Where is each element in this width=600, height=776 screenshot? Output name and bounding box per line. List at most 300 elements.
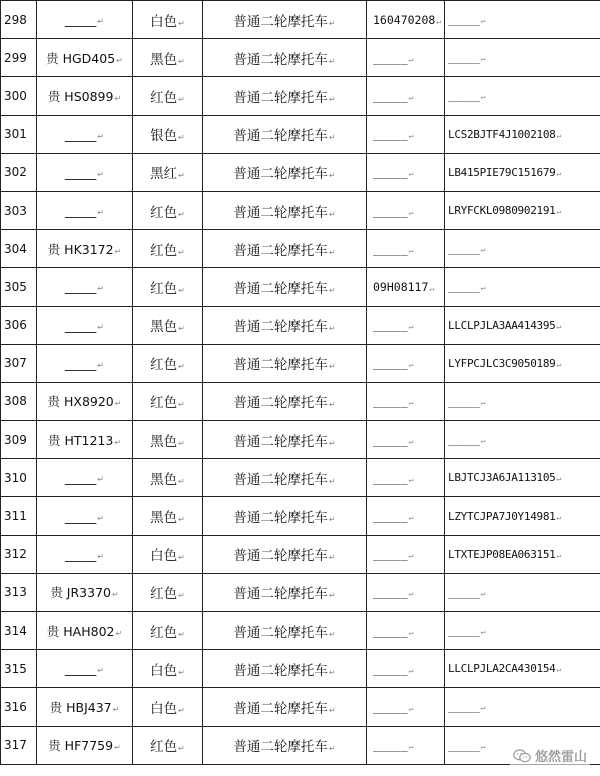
vehicle-color: 黑色 <box>150 51 178 68</box>
vehicle-color-cell <box>133 535 203 573</box>
row-number-cell <box>1 191 37 229</box>
table-row <box>1 268 600 306</box>
paragraph-mark-icon: ↵ <box>328 247 336 257</box>
vin-number-cell <box>445 650 600 688</box>
row-number: 312 <box>4 547 27 562</box>
plate-number: _____ <box>65 126 97 142</box>
engine-number: _____ <box>373 127 408 142</box>
paragraph-mark-icon: ↵ <box>178 362 185 372</box>
vehicle-type-cell <box>203 497 367 535</box>
paragraph-mark-icon: ↵ <box>556 512 562 522</box>
engine-number-cell <box>367 688 445 726</box>
vin-number-cell <box>445 268 600 306</box>
paragraph-mark-icon: ↵ <box>480 283 486 293</box>
watermark-text: 悠然雷山 <box>534 750 587 765</box>
paragraph-mark-icon: ↵ <box>178 591 185 601</box>
row-number: 298 <box>4 12 27 27</box>
plate-number-cell <box>37 688 133 726</box>
vehicle-color-cell <box>133 421 203 459</box>
paragraph-mark-icon: ↵ <box>408 245 414 255</box>
wechat-icon <box>513 749 531 763</box>
row-number: 314 <box>4 623 27 638</box>
plate-number-cell <box>37 650 133 688</box>
engine-number: _____ <box>373 699 408 714</box>
vin-number-cell <box>445 421 600 459</box>
row-number-cell <box>1 650 37 688</box>
paragraph-mark-icon: ↵ <box>114 743 121 753</box>
paragraph-mark-icon: ↵ <box>111 590 119 600</box>
vehicle-color-cell <box>133 77 203 115</box>
engine-number-cell <box>367 153 445 191</box>
vehicle-color-cell <box>133 1 203 39</box>
vin-number: _____ <box>448 700 480 714</box>
paragraph-mark-icon: ↵ <box>328 171 336 181</box>
plate-number-cell <box>37 382 133 420</box>
paragraph-mark-icon: ↵ <box>178 171 185 181</box>
vehicle-type: 普通二轮摩托车 <box>233 586 328 603</box>
paragraph-mark-icon: ↵ <box>408 169 414 179</box>
paragraph-mark-icon: ↵ <box>408 627 414 637</box>
plate-number-cell <box>37 726 133 764</box>
vehicle-type: 普通二轮摩托车 <box>233 700 328 717</box>
vin-number: _____ <box>448 394 480 408</box>
plate-number: 贵 HS0899 <box>47 88 114 104</box>
paragraph-mark-icon: ↵ <box>408 131 414 141</box>
plate-number-cell <box>37 191 133 229</box>
paragraph-mark-icon: ↵ <box>556 359 562 369</box>
paragraph-mark-icon: ↵ <box>480 741 486 751</box>
plate-number: 贵 HF7759 <box>48 738 114 754</box>
paragraph-mark-icon: ↵ <box>480 16 486 26</box>
engine-number-cell <box>367 535 445 573</box>
paragraph-mark-icon: ↵ <box>97 208 104 218</box>
vehicle-type-cell <box>203 306 367 344</box>
paragraph-mark-icon: ↵ <box>97 284 104 294</box>
plate-number-cell <box>37 39 133 77</box>
vin-number-cell <box>445 573 600 611</box>
paragraph-mark-icon: ↵ <box>114 246 122 256</box>
plate-number: _____ <box>65 279 97 295</box>
vin-number: _____ <box>448 89 480 103</box>
row-number-cell <box>1 612 37 650</box>
paragraph-mark-icon: ↵ <box>328 400 336 410</box>
vin-number: _____ <box>448 13 480 27</box>
row-number: 301 <box>4 127 27 142</box>
paragraph-mark-icon: ↵ <box>408 54 414 64</box>
paragraph-mark-icon: ↵ <box>178 133 185 143</box>
vehicle-color: 银色 <box>150 128 178 145</box>
table-row <box>1 535 600 573</box>
engine-number: _____ <box>373 585 408 600</box>
row-number-cell <box>1 726 37 764</box>
table-row <box>1 77 600 115</box>
paragraph-mark-icon: ↵ <box>556 207 562 217</box>
paragraph-mark-icon: ↵ <box>328 324 336 334</box>
vehicle-color: 黑色 <box>150 433 178 450</box>
vin-number: _____ <box>448 280 480 294</box>
vehicle-type-cell <box>203 344 367 382</box>
vehicle-color: 黑色 <box>150 471 178 488</box>
paragraph-mark-icon: ↵ <box>408 513 414 523</box>
vin-number: LTXTEJP08EA063151 <box>448 547 556 561</box>
plate-number-cell <box>37 535 133 573</box>
paragraph-mark-icon: ↵ <box>328 56 336 66</box>
engine-number: 09H08117 <box>373 279 429 294</box>
row-number: 303 <box>4 203 27 218</box>
paragraph-mark-icon: ↵ <box>429 283 435 293</box>
engine-number-cell <box>367 39 445 77</box>
vehicle-color-cell <box>133 382 203 420</box>
paragraph-mark-icon: ↵ <box>97 17 104 27</box>
paragraph-mark-icon: ↵ <box>178 324 185 334</box>
paragraph-mark-icon: ↵ <box>408 322 414 332</box>
engine-number-cell <box>367 306 445 344</box>
paragraph-mark-icon: ↵ <box>97 666 104 676</box>
paragraph-mark-icon: ↵ <box>408 398 414 408</box>
vehicle-type-cell <box>203 688 367 726</box>
vehicle-color: 黑色 <box>150 319 178 336</box>
table-row <box>1 191 600 229</box>
vin-number: LYFPCJLC3C9050189 <box>448 356 556 370</box>
paragraph-mark-icon: ↵ <box>178 438 185 448</box>
vin-number-cell <box>445 344 600 382</box>
plate-number: _____ <box>65 164 97 180</box>
vehicle-type: 普通二轮摩托车 <box>233 739 328 756</box>
paragraph-mark-icon: ↵ <box>116 55 123 65</box>
paragraph-mark-icon: ↵ <box>480 588 486 598</box>
paragraph-mark-icon: ↵ <box>556 665 562 675</box>
vehicle-color: 黑色 <box>150 510 178 527</box>
plate-number-cell <box>37 459 133 497</box>
table-row <box>1 1 600 39</box>
paragraph-mark-icon: ↵ <box>556 130 562 140</box>
vin-number-cell <box>445 1 600 39</box>
engine-number: _____ <box>373 88 408 103</box>
table-row <box>1 573 600 611</box>
engine-number-cell <box>367 612 445 650</box>
engine-number-cell <box>367 1 445 39</box>
table-row <box>1 306 600 344</box>
paragraph-mark-icon: ↵ <box>480 92 486 102</box>
row-number: 304 <box>4 241 27 256</box>
engine-number: _____ <box>373 509 408 524</box>
vin-number-cell <box>445 306 600 344</box>
paragraph-mark-icon: ↵ <box>408 589 414 599</box>
table-row <box>1 497 600 535</box>
paragraph-mark-icon: ↵ <box>178 285 185 295</box>
engine-number: _____ <box>373 50 408 65</box>
row-number-cell <box>1 153 37 191</box>
engine-number: _____ <box>373 394 408 409</box>
plate-number: _____ <box>65 317 97 333</box>
plate-number: 贵 HK3172 <box>47 241 114 257</box>
paragraph-mark-icon: ↵ <box>97 360 104 370</box>
vehicle-type: 普通二轮摩托车 <box>233 471 328 488</box>
paragraph-mark-icon: ↵ <box>178 18 185 28</box>
paragraph-mark-icon: ↵ <box>408 665 414 675</box>
vin-number-cell <box>445 612 600 650</box>
plate-number-cell <box>37 153 133 191</box>
engine-number: _____ <box>373 241 408 256</box>
paragraph-mark-icon: ↵ <box>556 168 562 178</box>
row-number: 316 <box>4 699 27 714</box>
row-number-cell <box>1 573 37 611</box>
engine-number: _____ <box>373 203 408 218</box>
table-row <box>1 688 600 726</box>
row-number: 313 <box>4 585 27 600</box>
vehicle-color-cell <box>133 230 203 268</box>
paragraph-mark-icon: ↵ <box>328 18 336 28</box>
vehicle-color: 红色 <box>150 280 178 297</box>
paragraph-mark-icon: ↵ <box>328 591 336 601</box>
vin-number: LLCLPJLA3AA414395 <box>448 318 556 332</box>
row-number-cell <box>1 497 37 535</box>
paragraph-mark-icon: ↵ <box>328 438 336 448</box>
row-number-cell <box>1 535 37 573</box>
paragraph-mark-icon: ↵ <box>408 474 414 484</box>
vehicle-type-cell <box>203 191 367 229</box>
paragraph-mark-icon: ↵ <box>178 209 185 219</box>
row-number-cell <box>1 382 37 420</box>
plate-number-cell <box>37 344 133 382</box>
row-number: 310 <box>4 470 27 485</box>
plate-number: _____ <box>65 355 97 371</box>
vin-number: LLCLPJLA2CA430154 <box>448 662 556 676</box>
vehicle-type: 普通二轮摩托车 <box>233 280 328 297</box>
vin-number: _____ <box>448 624 480 638</box>
engine-number: _____ <box>373 165 408 180</box>
plate-number-cell <box>37 268 133 306</box>
row-number: 311 <box>4 509 27 524</box>
vehicle-type-cell <box>203 115 367 153</box>
vin-number: LBJTCJ3A6JA113105 <box>448 471 556 485</box>
paragraph-mark-icon: ↵ <box>328 667 336 677</box>
paragraph-mark-icon: ↵ <box>408 742 414 752</box>
paragraph-mark-icon: ↵ <box>178 94 185 104</box>
paragraph-mark-icon: ↵ <box>97 551 104 561</box>
vehicle-type-cell <box>203 726 367 764</box>
plate-number-cell <box>37 421 133 459</box>
vehicle-type: 普通二轮摩托车 <box>233 89 328 106</box>
engine-number-cell <box>367 459 445 497</box>
plate-number: _____ <box>65 508 97 524</box>
vehicle-type: 普通二轮摩托车 <box>233 662 328 679</box>
plate-number: _____ <box>65 12 97 28</box>
vehicle-type: 普通二轮摩托车 <box>233 510 328 527</box>
vin-number-cell <box>445 535 600 573</box>
paragraph-mark-icon: ↵ <box>114 437 122 447</box>
table-row <box>1 421 600 459</box>
vehicle-color: 红色 <box>150 89 178 106</box>
table-row <box>1 612 600 650</box>
plate-number: 贵 JR3370 <box>50 585 111 601</box>
vehicle-type: 普通二轮摩托车 <box>233 319 328 336</box>
engine-number: _____ <box>373 547 408 562</box>
vehicle-color: 红色 <box>150 395 178 412</box>
paragraph-mark-icon: ↵ <box>436 16 442 26</box>
paragraph-mark-icon: ↵ <box>114 399 122 409</box>
paragraph-mark-icon: ↵ <box>97 513 104 523</box>
paragraph-mark-icon: ↵ <box>178 247 185 257</box>
row-number: 306 <box>4 318 27 333</box>
row-number-cell <box>1 421 37 459</box>
vehicle-color-cell <box>133 344 203 382</box>
plate-number-cell <box>37 1 133 39</box>
vehicle-color: 红色 <box>150 242 178 259</box>
plate-number: _____ <box>65 661 97 677</box>
vin-number: LCS2BJTF4J1002108 <box>448 127 556 141</box>
row-number: 299 <box>4 50 27 65</box>
vehicle-color: 红色 <box>150 357 178 374</box>
plate-number: _____ <box>65 203 97 219</box>
paragraph-mark-icon: ↵ <box>97 169 104 179</box>
plate-number-cell <box>37 115 133 153</box>
vin-number-cell <box>445 153 600 191</box>
engine-number-cell <box>367 573 445 611</box>
plate-number: _____ <box>65 470 97 486</box>
vehicle-color: 红色 <box>150 586 178 603</box>
paragraph-mark-icon: ↵ <box>328 705 336 715</box>
vin-number: LRYFCKL0980902191 <box>448 204 556 218</box>
vehicle-type: 普通二轮摩托车 <box>233 548 328 565</box>
vehicle-color: 白色 <box>150 700 178 717</box>
engine-number-cell <box>367 650 445 688</box>
paragraph-mark-icon: ↵ <box>328 285 336 295</box>
table-row <box>1 650 600 688</box>
vehicle-type-cell <box>203 153 367 191</box>
row-number: 300 <box>4 88 27 103</box>
row-number: 317 <box>4 738 27 753</box>
vehicle-color-cell <box>133 39 203 77</box>
vin-number-cell <box>445 115 600 153</box>
vin-number: _____ <box>448 51 480 65</box>
plate-number: 贵 HX8920 <box>47 394 114 410</box>
vin-number-cell <box>445 382 600 420</box>
paragraph-mark-icon: ↵ <box>556 550 562 560</box>
vehicle-type-cell <box>203 382 367 420</box>
row-number: 309 <box>4 432 27 447</box>
engine-number-cell <box>367 230 445 268</box>
paragraph-mark-icon: ↵ <box>112 704 120 714</box>
paragraph-mark-icon: ↵ <box>178 744 185 754</box>
vehicle-color-cell <box>133 612 203 650</box>
vehicle-type-cell <box>203 535 367 573</box>
plate-number-cell <box>37 230 133 268</box>
engine-number-cell <box>367 268 445 306</box>
engine-number: _____ <box>373 738 408 753</box>
paragraph-mark-icon: ↵ <box>408 92 414 102</box>
vehicle-type-cell <box>203 77 367 115</box>
vehicle-color-cell <box>133 306 203 344</box>
paragraph-mark-icon: ↵ <box>480 397 486 407</box>
vehicle-type: 普通二轮摩托车 <box>233 357 328 374</box>
paragraph-mark-icon: ↵ <box>328 94 336 104</box>
plate-number-cell <box>37 77 133 115</box>
vehicle-type-cell <box>203 459 367 497</box>
vehicle-type-cell <box>203 421 367 459</box>
row-number-cell <box>1 344 37 382</box>
paragraph-mark-icon: ↵ <box>178 515 185 525</box>
row-number-cell <box>1 688 37 726</box>
vin-number: _____ <box>448 738 480 752</box>
row-number: 305 <box>4 279 27 294</box>
paragraph-mark-icon: ↵ <box>480 627 486 637</box>
paragraph-mark-icon: ↵ <box>408 436 414 446</box>
engine-number: _____ <box>373 356 408 371</box>
paragraph-mark-icon: ↵ <box>97 322 104 332</box>
vehicle-type: 普通二轮摩托车 <box>233 128 328 145</box>
vehicle-color: 白色 <box>150 662 178 679</box>
table-row <box>1 39 600 77</box>
vehicle-color: 红色 <box>150 739 178 756</box>
vehicle-type-cell <box>203 1 367 39</box>
plate-number: 贵 HBJ437 <box>49 699 112 715</box>
table-row <box>1 382 600 420</box>
row-number-cell <box>1 77 37 115</box>
engine-number: 160470208 <box>373 12 436 27</box>
vin-number-cell <box>445 230 600 268</box>
row-number: 302 <box>4 165 27 180</box>
row-number-cell <box>1 459 37 497</box>
table-row <box>1 230 600 268</box>
vehicle-color-cell <box>133 459 203 497</box>
vin-number-cell <box>445 77 600 115</box>
paragraph-mark-icon: ↵ <box>556 474 562 484</box>
row-number-cell <box>1 1 37 39</box>
vin-number: _____ <box>448 433 480 447</box>
vehicle-color-cell <box>133 153 203 191</box>
vehicle-type-cell <box>203 612 367 650</box>
watermark <box>510 745 590 766</box>
vehicle-type: 普通二轮摩托车 <box>233 433 328 450</box>
paragraph-mark-icon: ↵ <box>328 744 336 754</box>
paragraph-mark-icon: ↵ <box>328 553 336 563</box>
vehicle-color-cell <box>133 573 203 611</box>
vehicle-type: 普通二轮摩托车 <box>233 51 328 68</box>
paragraph-mark-icon: ↵ <box>556 321 562 331</box>
row-number: 307 <box>4 356 27 371</box>
vehicle-type: 普通二轮摩托车 <box>233 13 328 30</box>
paragraph-mark-icon: ↵ <box>178 400 185 410</box>
engine-number-cell <box>367 344 445 382</box>
vin-number-cell <box>445 459 600 497</box>
vin-number: LB415PIE79C151679 <box>448 165 556 179</box>
plate-number-cell <box>37 612 133 650</box>
table-row <box>1 153 600 191</box>
table-row <box>1 459 600 497</box>
paragraph-mark-icon: ↵ <box>480 54 486 64</box>
plate-number: 贵 HT1213 <box>47 432 114 448</box>
engine-number: _____ <box>373 432 408 447</box>
vin-number: LZYTCJPA7J0Y14981 <box>448 509 556 523</box>
engine-number-cell <box>367 77 445 115</box>
plate-number-cell <box>37 497 133 535</box>
paragraph-mark-icon: ↵ <box>408 703 414 713</box>
row-number-cell <box>1 115 37 153</box>
vehicle-color-cell <box>133 115 203 153</box>
vehicle-type: 普通二轮摩托车 <box>233 624 328 641</box>
paragraph-mark-icon: ↵ <box>97 131 104 141</box>
row-number: 308 <box>4 394 27 409</box>
paragraph-mark-icon: ↵ <box>114 93 122 103</box>
plate-number: 贵 HAH802 <box>46 623 115 639</box>
plate-number: _____ <box>65 546 97 562</box>
vin-number-cell <box>445 688 600 726</box>
paragraph-mark-icon: ↵ <box>178 476 185 486</box>
vehicle-type-cell <box>203 230 367 268</box>
vehicle-color: 白色 <box>150 548 178 565</box>
row-number-cell <box>1 39 37 77</box>
